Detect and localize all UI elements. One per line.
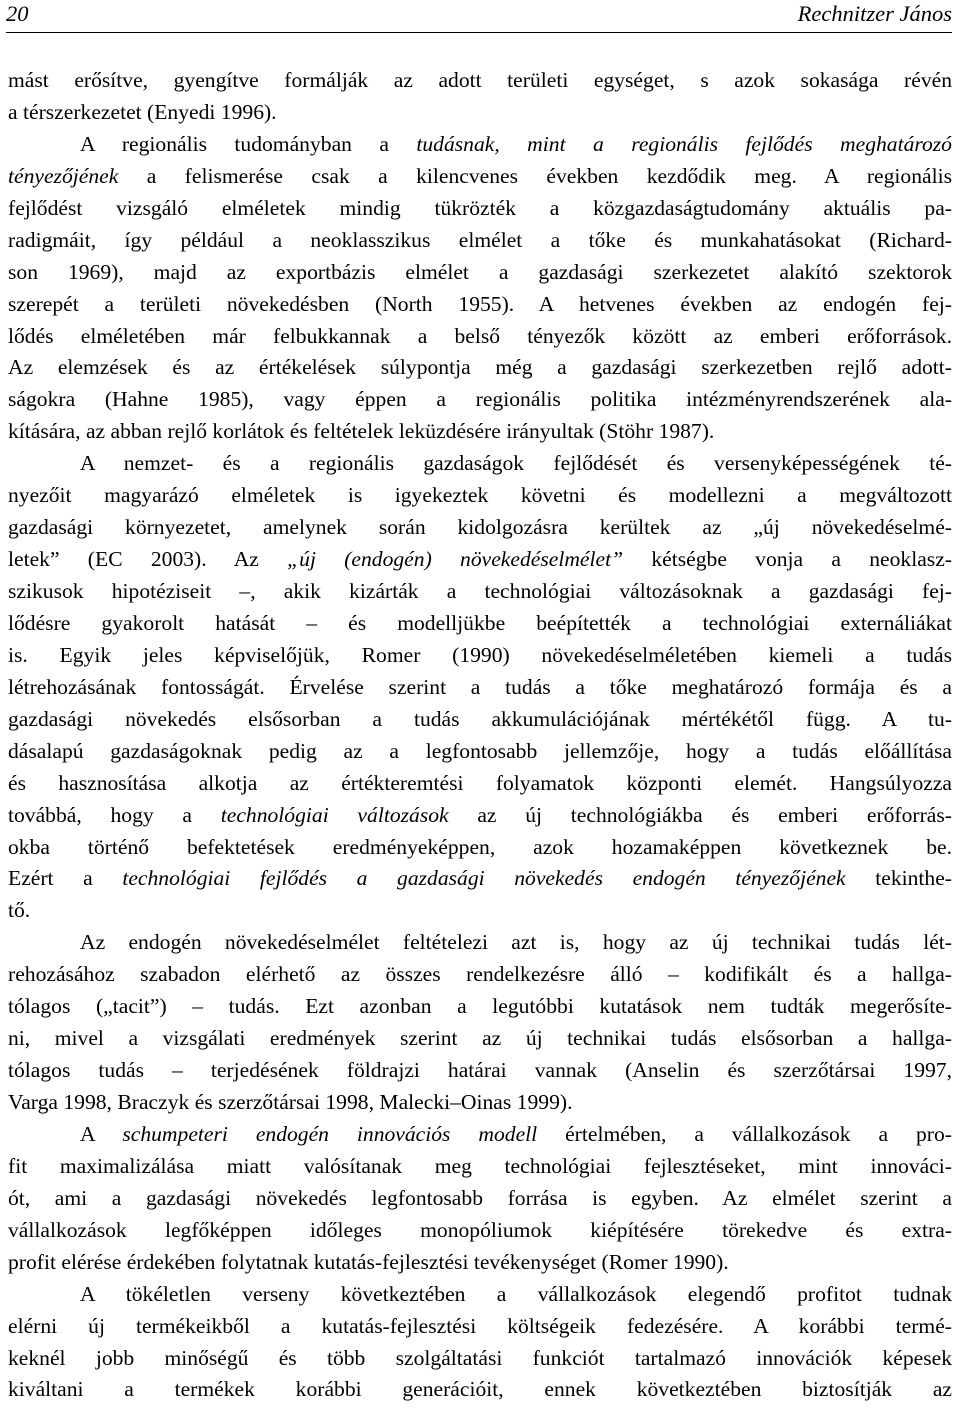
text-segment: értelmében, a vállalkozások a pro- [537,1121,952,1146]
running-head: Rechnitzer János [797,1,952,26]
text-segment: továbbá, hogy a [8,802,221,827]
text-segment: lődés elméletében már felbukkannak a belső tényezők között az emberi erőforrások. [8,323,952,348]
text-segment: nyezőit magyarázó elméletek is igyekeztek követni és modellezni a megváltozott [8,483,952,508]
text-line [8,640,952,672]
text-line [8,97,952,129]
text-line [8,672,952,704]
text-segment: fejlődést vizsgáló elméletek mindig tükrözték a közgazdaságtudomány aktuális pa- [8,195,952,220]
text-line [8,863,952,895]
text-segment: mást erősítve, gyengítve formálják az adott területi egységet, s azok sokasága révén [8,68,952,92]
page-header [6,0,952,33]
text-segment: gazdasági növekedés elsősorban a tudás akkumulációjának mértékétől függ. A tu- [8,706,952,731]
text-segment: kiváltani a termékek korábbi generációit, ennek következtében biztosítják az [8,1377,952,1402]
text-line [8,832,952,864]
text-segment: létrehozásának fontosságát. Érvelése szerint a tudás a tőke meghatározó formája és a [8,674,952,699]
text-segment: szerepét a területi növekedésben (North 1955). A hetvenes években az endogén fej- [8,291,952,316]
text-line [8,736,952,768]
text-segment: son 1969), majd az exportbázis elmélet a gazdasági szerkezetet alakító szektorok [8,259,952,284]
text-line [8,1215,952,1247]
text-segment: A tökéletlen verseny következtében a vállalkozások elegendő profitot tudnak [80,1281,952,1306]
text-segment: letek” (EC 2003). Az [8,547,288,572]
text-line [8,1087,952,1119]
text-segment: kétségbe vonja a neoklasz- [623,547,952,572]
italic-text-segment: schumpeteri endogén innovációs modell [122,1121,538,1146]
text-segment: a térszerkezetet (Enyedi 1996). [8,99,277,124]
text-segment: Varga 1998, Braczyk és szerzőtársai 1998, Malecki–Oinas 1999). [8,1090,573,1114]
text-segment: A regionális tudományban a [80,131,417,156]
text-line [8,448,952,480]
text-line [8,1279,952,1311]
text-line [8,895,952,927]
text-line [8,1151,952,1183]
text-segment: az új technológiákba és emberi erőforrás- [448,802,952,827]
italic-text-segment: technológiai fejlődés a gazdasági növekedés endogén tényezőjének [122,866,846,891]
text-segment: ni, mivel a vizsgálati eredmények szerint az új technikai tudás elsősorban a hallga- [8,1026,952,1051]
text-line [8,1023,952,1055]
text-segment: A nemzet- és a regionális gazdaságok fejlődését és versenyképességének té- [80,451,952,476]
text-segment: szikusok hipotéziseit –, akik kizárták a technológiai változásoknak a gazdasági fej- [8,579,952,603]
text-segment: rehozásához szabadon elérhető az összes rendelkezésre álló – kodifikált és a hallga- [8,962,952,987]
text-segment: gazdasági környezetet, amelynek során kidolgozásra kerültek az „új növekedéselmé- [8,515,952,540]
italic-text-segment: technológiai változások [220,802,449,827]
text-line [8,321,952,353]
italic-text-segment: „új (endogén) növekedéselmélet” [287,547,624,572]
text-segment: A [80,1121,123,1146]
text-segment: radigmáit, így például a neoklasszikus elmélet a tőke és munkahatásokat (Richard- [8,227,952,252]
text-line [8,1374,952,1406]
text-line [8,416,952,448]
text-segment: elérni új termékeikből a kutatás-fejlesztési költségeik fedezésére. A korábbi termé- [8,1313,952,1338]
body-text [8,65,952,1406]
text-segment: ságokra (Hahne 1985), vagy éppen a regionális politika intézményrendszerének ala- [8,387,952,412]
text-segment: Ezért a [8,866,123,891]
text-line [8,161,952,193]
text-line [8,289,952,321]
text-line [8,384,952,416]
text-segment: fit maximalizálása miatt valósítanak meg technológiai fejlesztéseket, mint innováci- [8,1153,952,1178]
text-segment: Az elemzések és az értékelések súlypontja még a gazdasági szerkezetben rejlő adott- [8,355,952,380]
text-segment: és hasznosítása alkotja az értékteremtési folyamatok központi elemét. Hangsúlyozza [8,770,952,795]
text-segment: tólagos tudás – terjedésének földrajzi határai vannak (Anselin és szerzőtársai 1997, [8,1058,952,1083]
text-line [8,352,952,384]
text-segment: dásalapú gazdaságoknak pedig az a legfontosabb jellemzője, hogy a tudás előállítása [8,738,952,763]
text-line [8,225,952,257]
text-segment: Az endogén növekedéselmélet feltételezi azt is, hogy az új technikai tudás lét- [80,930,952,955]
text-line [8,1343,952,1375]
text-line [8,512,952,544]
text-line [8,1247,952,1279]
text-line [8,1311,952,1343]
italic-text-segment: tényezőjének [8,163,119,188]
text-line [8,959,952,991]
text-line [8,257,952,289]
text-segment: kítására, az abban rejlő korlátok és feltételek leküzdésére irányultak (Stöhr 1987). [8,419,715,444]
text-segment: tekinthe- [845,866,952,891]
text-line [8,608,952,640]
text-segment: keknél jobb minőségű és több szolgáltatási funkciót tartalmazó innovációk képesek [8,1345,952,1370]
text-segment: is. Egyik jeles képviselőjük, Romer (1990) növekedéselméletében kiemeli a tudás [8,642,952,667]
text-segment: a felismerése csak a kilencvenes években kezdődik meg. A regionális [118,163,952,188]
text-segment: tólagos („tacit”) – tudás. Ezt azonban a legutóbbi kutatások nem tudták megerősíte- [8,994,952,1019]
text-line [8,800,952,832]
text-line [8,129,952,161]
text-line [8,65,952,97]
text-line [8,480,952,512]
text-line [8,1119,952,1151]
text-segment: ót, ami a gazdasági növekedés legfontosabb forrása is egyben. Az elmélet szerint a [8,1185,952,1210]
text-segment: lődésre gyakorolt hatását – és modelljükbe beépítették a technológiai externáliákat [8,610,952,635]
italic-text-segment: tudásnak, mint a regionális fejlődés meghatározó [416,131,952,156]
text-line [8,576,952,608]
text-line [8,1055,952,1087]
text-segment: vállalkozások legfőképpen időleges monopóliumok kiépítésére törekedve és extra- [8,1217,952,1242]
text-line [8,544,952,576]
page-number: 20 [6,1,29,26]
text-line [8,193,952,225]
text-line [8,927,952,959]
text-line [8,991,952,1023]
text-segment: okba történő befektetések eredményeképpen, azok hozamaképpen következnek be. [8,834,952,859]
text-line [8,1183,952,1215]
text-segment: profit elérése érdekében folytatnak kutatás-fejlesztési tevékenységet (Romer 1990). [8,1249,729,1274]
text-segment: tő. [8,898,31,923]
text-line [8,768,952,800]
text-line [8,704,952,736]
